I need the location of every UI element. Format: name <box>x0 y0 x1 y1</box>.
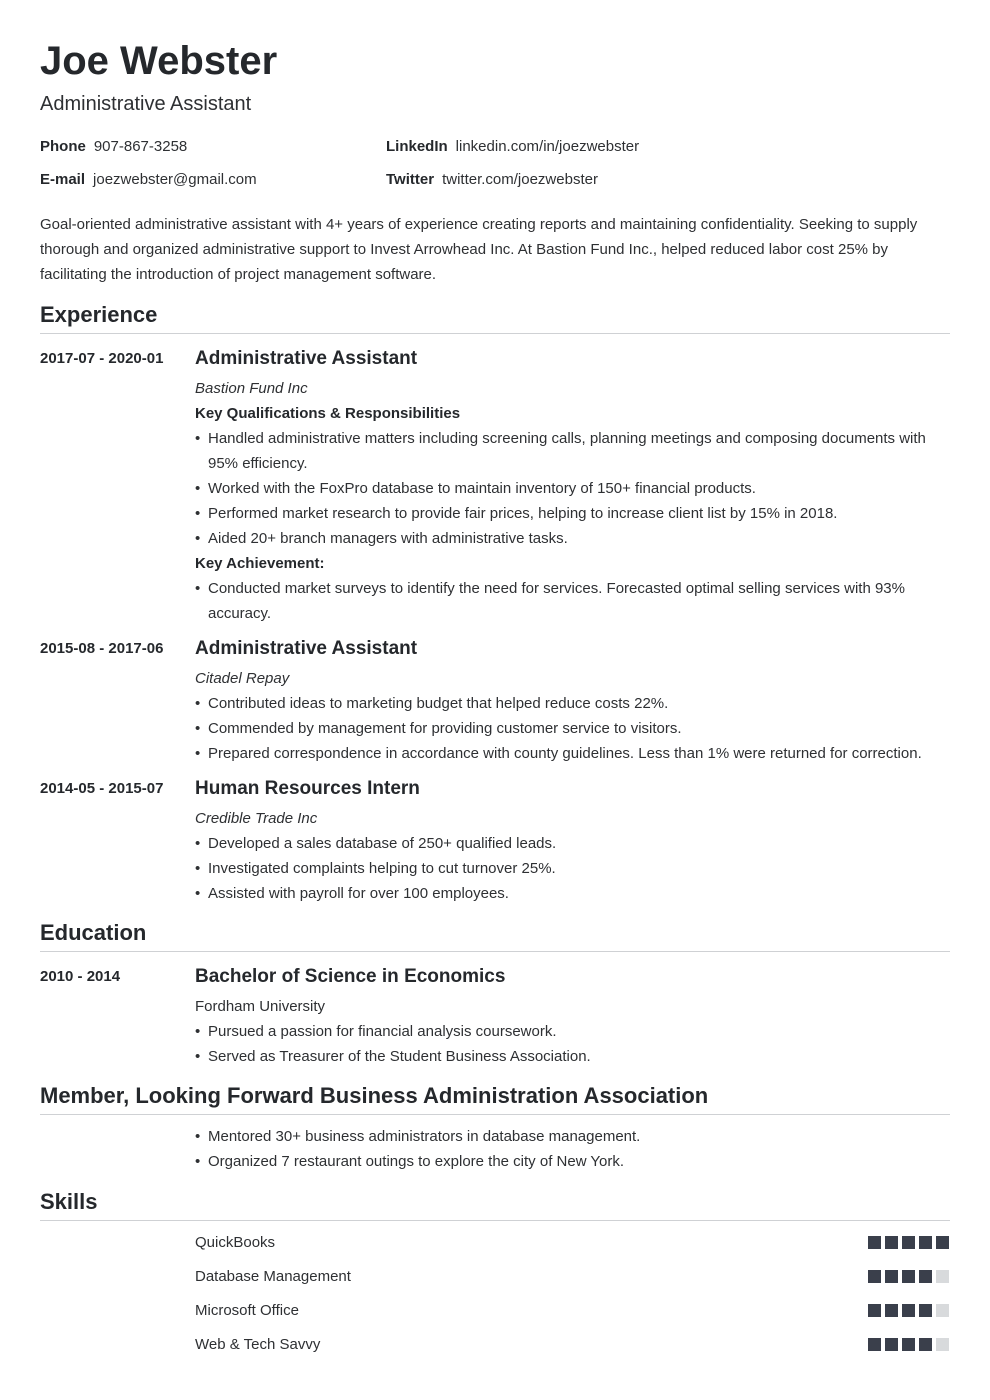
skill-level-filled-square <box>919 1270 932 1283</box>
linkedin-value: linkedin.com/in/joezwebster <box>455 138 640 155</box>
education-entry <box>195 966 950 1069</box>
email-label: E-mail <box>40 171 86 188</box>
list-item: • Prepared correspondence in accordance with county guidelines. Less than 1% were returned for correction. <box>195 741 950 766</box>
skill-level-filled-square <box>919 1338 932 1351</box>
skill-name: Microsoft Office <box>195 1302 299 1319</box>
skill-name: Web & Tech Savvy <box>195 1336 321 1353</box>
list-item: • Pursued a passion for financial analysis coursework. <box>195 1019 950 1044</box>
education-list <box>195 1019 950 1069</box>
company-name: Citadel Repay <box>195 670 290 687</box>
education-dates: 2010 - 2014 <box>40 968 121 985</box>
phone-value: 907-867-3258 <box>93 138 188 155</box>
achievement-heading: Key Achievement: <box>195 555 325 572</box>
skill-level-empty-square <box>936 1338 949 1351</box>
contact-twitter <box>386 170 598 190</box>
responsibility-list <box>195 426 950 551</box>
list-item: • Aided 20+ branch managers with administrative tasks. <box>195 526 950 551</box>
skill-level-filled-square <box>868 1236 881 1249</box>
responsibility-list <box>195 691 950 766</box>
responsibility-list <box>195 831 950 906</box>
school-name: Fordham University <box>195 998 326 1015</box>
skill-level-filled-square <box>902 1236 915 1249</box>
skill-name: QuickBooks <box>195 1234 276 1251</box>
skill-level-meter <box>868 1236 949 1249</box>
list-item: • Performed market research to provide fair prices, helping to increase client list by 15% in 2018. <box>195 501 950 526</box>
skill-level-meter <box>868 1338 949 1351</box>
job-title: Administrative Assistant <box>195 638 418 659</box>
job-title: Human Resources Intern <box>195 778 420 799</box>
membership-entry <box>195 1124 950 1174</box>
candidate-name: Joe Webster <box>40 39 278 83</box>
contact-linkedin <box>386 137 639 157</box>
skill-level-empty-square <box>936 1304 949 1317</box>
skill-level-meter <box>868 1304 949 1317</box>
skill-level-filled-square <box>868 1304 881 1317</box>
job-dates: 2015-08 - 2017-06 <box>40 640 164 657</box>
membership-list <box>195 1124 950 1174</box>
skill-level-filled-square <box>902 1338 915 1351</box>
skill-level-empty-square <box>936 1270 949 1283</box>
skill-level-filled-square <box>885 1338 898 1351</box>
company-name: Bastion Fund Inc <box>195 380 308 397</box>
membership-heading: Member, Looking Forward Business Administration Association <box>40 1081 950 1115</box>
job-title: Administrative Assistant <box>195 348 418 369</box>
linkedin-label: LinkedIn <box>386 138 448 155</box>
list-item: • Commended by management for providing customer service to visitors. <box>195 716 950 741</box>
skill-level-filled-square <box>885 1304 898 1317</box>
email-value: joezwebster@gmail.com <box>93 171 257 188</box>
list-item: • Handled administrative matters including screening calls, planning meetings and composing documents with 95% efficiency. <box>195 426 950 476</box>
list-item: • Developed a sales database of 250+ qualified leads. <box>195 831 950 856</box>
job-dates: 2014-05 - 2015-07 <box>40 780 164 797</box>
skill-row <box>195 1233 950 1253</box>
skill-row <box>195 1267 950 1287</box>
skill-level-filled-square <box>902 1270 915 1283</box>
list-item: • Conducted market surveys to identify the need for services. Forecasted optimal selling services with 93% accuracy. <box>195 576 950 626</box>
skills-heading: Skills <box>40 1187 950 1221</box>
phone-label: Phone <box>40 138 86 155</box>
education-heading: Education <box>40 918 950 952</box>
summary-paragraph: Goal-oriented administrative assistant with 4+ years of experience creating reports and maintaining confidentiality. Seeking to supply thorough and organized administrative support to Invest Arrowhead Inc. At Bastion Fund Inc., helped reduced labor cost 25% by facilitating the introduction of project management software. <box>40 216 918 283</box>
skill-level-filled-square <box>885 1270 898 1283</box>
twitter-value: twitter.com/joezwebster <box>442 171 598 188</box>
skill-level-filled-square <box>868 1270 881 1283</box>
list-item: • Mentored 30+ business administrators in database management. <box>195 1124 950 1149</box>
skill-level-filled-square <box>902 1304 915 1317</box>
skill-row <box>195 1301 950 1321</box>
job-entry <box>195 638 950 766</box>
job-dates: 2017-07 - 2020-01 <box>40 350 164 367</box>
skill-row <box>195 1335 950 1355</box>
skill-name: Database Management <box>195 1268 351 1285</box>
skill-level-meter <box>868 1270 949 1283</box>
twitter-label: Twitter <box>386 171 435 188</box>
degree-title: Bachelor of Science in Economics <box>195 966 506 987</box>
company-name: Credible Trade Inc <box>195 810 318 827</box>
list-item: • Worked with the FoxPro database to maintain inventory of 150+ financial products. <box>195 476 950 501</box>
list-item: • Investigated complaints helping to cut turnover 25%. <box>195 856 950 881</box>
list-item: • Assisted with payroll for over 100 employees. <box>195 881 950 906</box>
skill-level-filled-square <box>919 1304 932 1317</box>
list-item: • Served as Treasurer of the Student Business Association. <box>195 1044 950 1069</box>
list-item: • Organized 7 restaurant outings to explore the city of New York. <box>195 1149 950 1174</box>
list-item: • Contributed ideas to marketing budget that helped reduce costs 22%. <box>195 691 950 716</box>
job-entry <box>195 778 950 906</box>
qualifications-heading: Key Qualifications & Responsibilities <box>195 405 461 422</box>
skill-level-filled-square <box>919 1236 932 1249</box>
skill-level-filled-square <box>885 1236 898 1249</box>
contact-phone <box>40 137 187 157</box>
skill-level-filled-square <box>868 1338 881 1351</box>
achievement-list <box>195 576 950 626</box>
job-entry <box>195 348 950 626</box>
skill-level-filled-square <box>936 1236 949 1249</box>
contact-email <box>40 170 257 190</box>
experience-heading: Experience <box>40 300 950 334</box>
candidate-title: Administrative Assistant <box>40 93 252 115</box>
